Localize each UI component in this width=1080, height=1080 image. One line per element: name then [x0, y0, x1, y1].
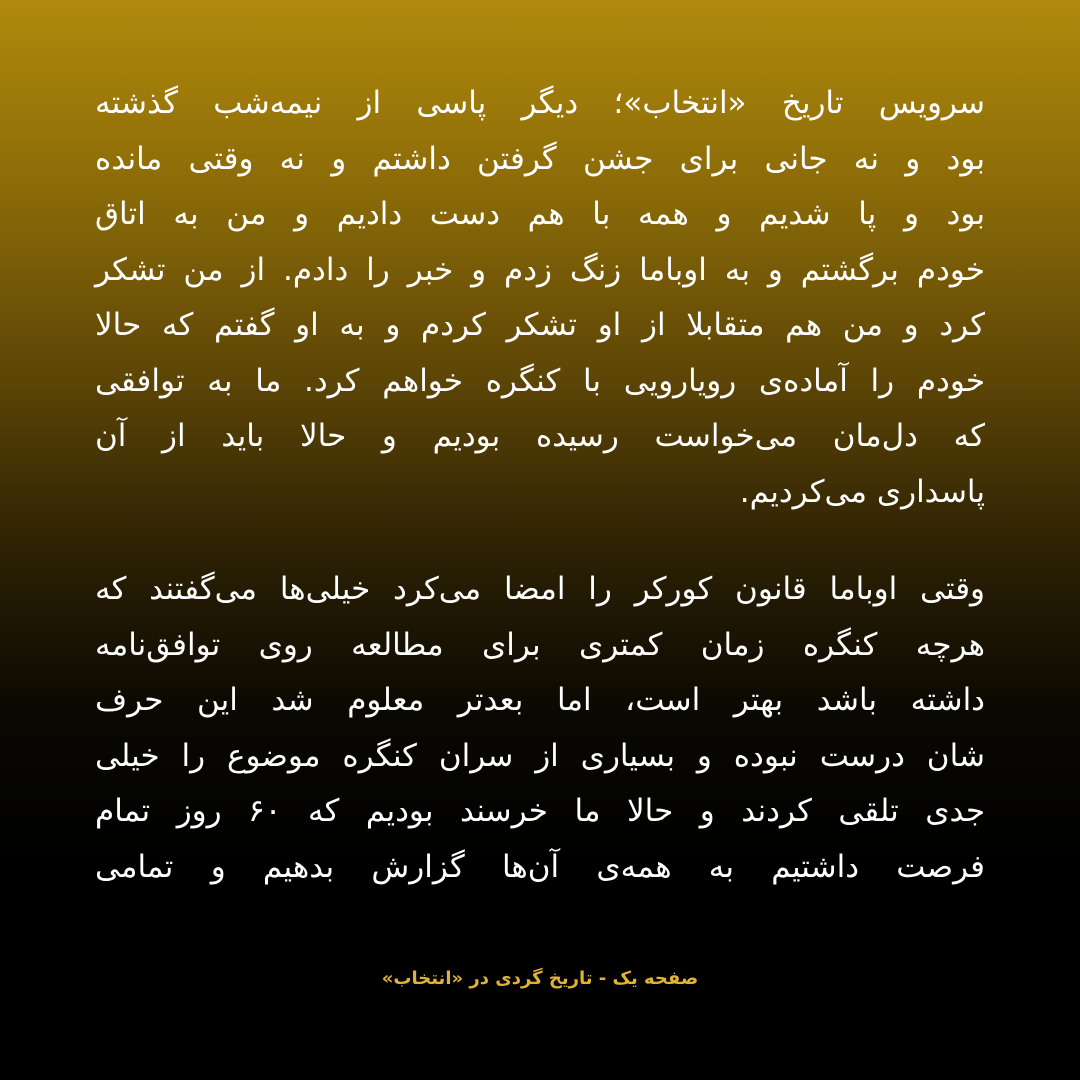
paragraph-2: [95, 562, 985, 895]
text-line: هرچه کنگره زمان کمتری برای مطالعه روی توافق‌نامه: [95, 626, 985, 663]
text-line: فرصت داشتیم به همه‌ی آن‌ها گزارش بدهیم و تمامی: [95, 848, 985, 885]
text-line: که دل‌مان می‌خواست رسیده بودیم و حالا باید از آن: [95, 418, 985, 454]
text-line: بود و پا شدیم و همه با هم دست دادیم و من به اتاق: [95, 196, 985, 232]
text-line: سرویس تاریخ «انتخاب»؛ دیگر پاسی از نیمه‌شب گذشته: [95, 85, 985, 121]
text-line: بود و نه جانی برای جشن گرفتن داشتم و نه وقتی مانده: [95, 140, 985, 177]
page-footer: صفحه یک - تاریخ گردی در «انتخاب»: [381, 968, 699, 989]
text-line: کرد و من هم متقابلا از او تشکر کردم و به او گفتم که حالا: [95, 307, 985, 343]
paragraph-1: [95, 76, 985, 520]
text-line: پاسداری می‌کردیم.: [739, 473, 985, 510]
text-line: شان درست نبوده و بسیاری از سران کنگره موضوع را خیلی: [95, 737, 985, 774]
text-line: خودم را آماده‌ی رویارویی با کنگره خواهم کرد. ما به توافقی: [95, 362, 985, 399]
text-line: جدی تلقی کردند و حالا ما خرسند بودیم که ۶۰ روز تمام: [95, 793, 985, 829]
text-line: خودم برگشتم و به اوباما زنگ زدم و خبر را دادم. از من تشکر: [95, 251, 985, 288]
text-line: داشته باشد بهتر است، اما بعدتر معلوم شد این حرف: [95, 682, 985, 718]
text-line: وقتی اوباما قانون کورکر را امضا می‌کرد خیلی‌ها می‌گفتند که: [95, 571, 985, 607]
